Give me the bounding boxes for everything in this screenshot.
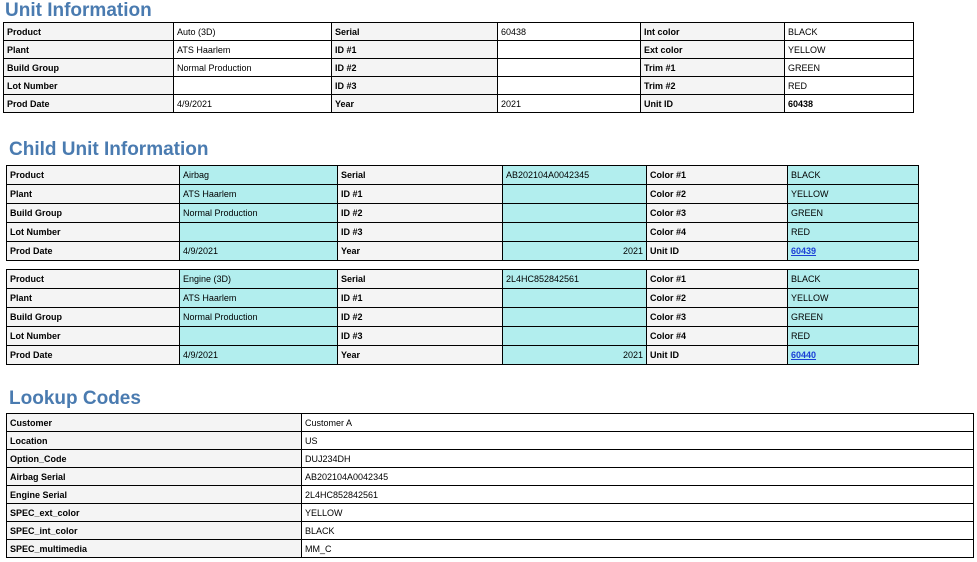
lookup-codes-title: Lookup Codes <box>9 388 141 409</box>
table-row <box>7 289 919 308</box>
value-id-3 <box>503 223 647 242</box>
label-id-1: ID #1 <box>338 185 503 204</box>
value-color-4: RED <box>788 327 919 346</box>
label-trim-2: Trim #2 <box>641 77 785 95</box>
label-engine-serial: Engine Serial <box>7 486 302 504</box>
value-spec-ext-color: YELLOW <box>302 504 974 522</box>
label-plant: Plant <box>4 41 174 59</box>
value-id-2 <box>503 308 647 327</box>
label-id-3: ID #3 <box>338 223 503 242</box>
value-spec-int-color: BLACK <box>302 522 974 540</box>
value-spec-multimedia: MM_C <box>302 540 974 558</box>
label-unit-id: Unit ID <box>647 346 788 365</box>
value-build-group: Normal Production <box>180 204 338 223</box>
label-year: Year <box>338 242 503 261</box>
value-id-2 <box>503 204 647 223</box>
value-year: 2021 <box>498 95 641 113</box>
label-serial: Serial <box>332 23 498 41</box>
label-plant: Plant <box>7 185 180 204</box>
table-row <box>7 504 974 522</box>
value-product: Engine (3D) <box>180 270 338 289</box>
value-unit-id <box>788 242 919 261</box>
table-row <box>7 414 974 432</box>
table-row <box>7 327 919 346</box>
value-year: 2021 <box>503 346 647 365</box>
label-year: Year <box>338 346 503 365</box>
label-prod-date: Prod Date <box>4 95 174 113</box>
value-location: US <box>302 432 974 450</box>
label-int-color: Int color <box>641 23 785 41</box>
table-row <box>7 166 919 185</box>
value-trim-2: RED <box>785 77 914 95</box>
table-row <box>4 41 914 59</box>
label-trim-1: Trim #1 <box>641 59 785 77</box>
table-row <box>7 270 919 289</box>
label-product: Product <box>7 166 180 185</box>
value-color-1: BLACK <box>788 270 919 289</box>
label-serial: Serial <box>338 270 503 289</box>
value-prod-date: 4/9/2021 <box>174 95 332 113</box>
label-spec-ext-color: SPEC_ext_color <box>7 504 302 522</box>
label-location: Location <box>7 432 302 450</box>
label-year: Year <box>332 95 498 113</box>
value-serial: 60438 <box>498 23 641 41</box>
value-customer: Customer A <box>302 414 974 432</box>
value-id-1 <box>498 41 641 59</box>
value-airbag-serial: AB202104A0042345 <box>302 468 974 486</box>
label-serial: Serial <box>338 166 503 185</box>
label-id-1: ID #1 <box>338 289 503 308</box>
value-ext-color: YELLOW <box>785 41 914 59</box>
table-row <box>7 346 919 365</box>
value-id-1 <box>503 185 647 204</box>
label-color-1: Color #1 <box>647 166 788 185</box>
value-lot-number <box>174 77 332 95</box>
table-row <box>7 242 919 261</box>
label-spec-int-color: SPEC_int_color <box>7 522 302 540</box>
label-prod-date: Prod Date <box>7 242 180 261</box>
label-color-4: Color #4 <box>647 327 788 346</box>
value-product: Airbag <box>180 166 338 185</box>
table-row <box>7 486 974 504</box>
table-row <box>7 522 974 540</box>
label-product: Product <box>7 270 180 289</box>
value-trim-1: GREEN <box>785 59 914 77</box>
label-prod-date: Prod Date <box>7 346 180 365</box>
label-color-2: Color #2 <box>647 289 788 308</box>
value-engine-serial: 2L4HC852842561 <box>302 486 974 504</box>
label-id-3: ID #3 <box>332 77 498 95</box>
value-color-3: GREEN <box>788 308 919 327</box>
value-build-group: Normal Production <box>174 59 332 77</box>
label-color-4: Color #4 <box>647 223 788 242</box>
value-lot-number <box>180 327 338 346</box>
label-lot-number: Lot Number <box>7 223 180 242</box>
table-row <box>7 223 919 242</box>
label-customer: Customer <box>7 414 302 432</box>
value-year: 2021 <box>503 242 647 261</box>
table-row <box>4 95 914 113</box>
table-row <box>4 23 914 41</box>
value-product: Auto (3D) <box>174 23 332 41</box>
label-spec-multimedia: SPEC_multimedia <box>7 540 302 558</box>
label-lot-number: Lot Number <box>4 77 174 95</box>
label-color-3: Color #3 <box>647 308 788 327</box>
value-color-1: BLACK <box>788 166 919 185</box>
table-row <box>7 450 974 468</box>
child-unit-information-title: Child Unit Information <box>9 139 209 160</box>
label-plant: Plant <box>7 289 180 308</box>
label-build-group: Build Group <box>7 204 180 223</box>
value-color-2: YELLOW <box>788 289 919 308</box>
unit-id-link[interactable]: 60439 <box>791 246 817 256</box>
label-id-3: ID #3 <box>338 327 503 346</box>
value-id-3 <box>503 327 647 346</box>
label-option-code: Option_Code <box>7 450 302 468</box>
label-unit-id: Unit ID <box>647 242 788 261</box>
child-unit-table-engine <box>6 269 919 365</box>
label-lot-number: Lot Number <box>7 327 180 346</box>
value-plant: ATS Haarlem <box>174 41 332 59</box>
unit-information-table <box>3 22 914 113</box>
table-row <box>7 468 974 486</box>
table-row <box>7 540 974 558</box>
child-unit-table-airbag <box>6 165 919 261</box>
label-unit-id: Unit ID <box>641 95 785 113</box>
value-prod-date: 4/9/2021 <box>180 346 338 365</box>
table-row <box>7 204 919 223</box>
unit-information-title: Unit Information <box>5 0 152 21</box>
label-product: Product <box>4 23 174 41</box>
value-color-4: RED <box>788 223 919 242</box>
value-color-2: YELLOW <box>788 185 919 204</box>
value-plant: ATS Haarlem <box>180 289 338 308</box>
label-id-1: ID #1 <box>332 41 498 59</box>
value-int-color: BLACK <box>785 23 914 41</box>
label-id-2: ID #2 <box>338 204 503 223</box>
value-plant: ATS Haarlem <box>180 185 338 204</box>
value-id-1 <box>503 289 647 308</box>
value-unit-id: 60438 <box>785 95 914 113</box>
unit-id-link[interactable]: 60440 <box>791 350 817 360</box>
lookup-codes-table <box>6 413 974 558</box>
table-row <box>4 59 914 77</box>
value-serial: 2L4HC852842561 <box>503 270 647 289</box>
table-row <box>7 432 974 450</box>
label-color-2: Color #2 <box>647 185 788 204</box>
value-serial: AB202104A0042345 <box>503 166 647 185</box>
value-option-code: DUJ234DH <box>302 450 974 468</box>
value-id-2 <box>498 59 641 77</box>
label-id-2: ID #2 <box>338 308 503 327</box>
table-row <box>4 77 914 95</box>
value-unit-id <box>788 346 919 365</box>
value-build-group: Normal Production <box>180 308 338 327</box>
label-color-1: Color #1 <box>647 270 788 289</box>
value-lot-number <box>180 223 338 242</box>
value-color-3: GREEN <box>788 204 919 223</box>
value-id-3 <box>498 77 641 95</box>
label-build-group: Build Group <box>4 59 174 77</box>
table-row <box>7 308 919 327</box>
label-color-3: Color #3 <box>647 204 788 223</box>
label-id-2: ID #2 <box>332 59 498 77</box>
value-prod-date: 4/9/2021 <box>180 242 338 261</box>
label-build-group: Build Group <box>7 308 180 327</box>
label-ext-color: Ext color <box>641 41 785 59</box>
label-airbag-serial: Airbag Serial <box>7 468 302 486</box>
table-row <box>7 185 919 204</box>
